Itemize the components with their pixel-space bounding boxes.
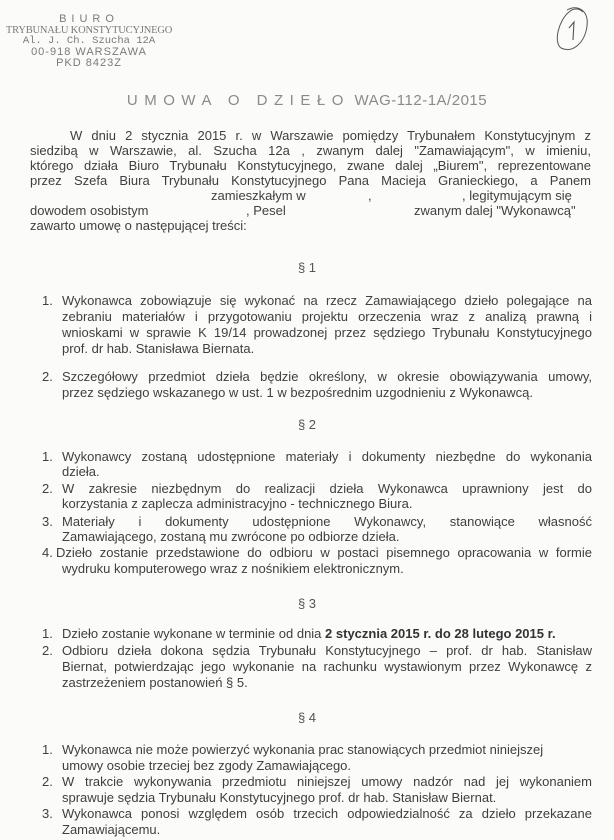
title-words: UMOWA O DZIEŁO (126, 92, 350, 109)
item-number: 2. (42, 643, 53, 658)
item-line: umowy osobie trzeciej bez zgody Zamawiającego. (62, 758, 352, 773)
preamble-text: przez Szefa Biura Trybunału Konstytucyjnego Pana Macieja Granieckiego, a Panem (30, 173, 591, 188)
item-line: przez sędziego wskazanego w ust. 1 w bezpośrednim uzgodnieniu z Wykonawcą. (62, 385, 534, 400)
item-number: 1. (42, 293, 53, 308)
item-line: W trakcie wykonywania przedmiotu niniejszej umowy nadzór nad jej wykonaniem (62, 774, 592, 789)
item-line: Zamawiającego, zostaną mu zwrócone po odbiorze dzieła. (62, 529, 400, 544)
item-number: 2. (42, 774, 53, 789)
item-line (62, 626, 556, 641)
item-text (62, 659, 592, 674)
office-stamp (4, 14, 174, 69)
preamble-fragment: dowodem osobistym (30, 203, 149, 218)
preamble-fragment: , (368, 188, 372, 203)
item-line: zastrzeżeniem postanowień § 5. (62, 675, 248, 690)
item-number: 2. (42, 369, 53, 384)
item-text (62, 774, 592, 789)
section-heading: § 2 (297, 417, 317, 432)
section-heading: § 3 (297, 596, 317, 611)
item-number: 1. (42, 449, 53, 464)
stamp-line: BIURO (59, 13, 119, 25)
item-number: 2. (42, 481, 53, 496)
item-line: Szczegółowy przedmiot dzieła będzie określony, w okresie obowiązywania umowy, (62, 369, 592, 384)
deadline-dates: 2 stycznia 2015 r. do 28 lutego 2015 r. (325, 626, 556, 641)
item-line: Biernat, potwierdzając jego wykonanie na rachunku wystawionym przez Wykonawcę z (62, 659, 592, 674)
preamble-line (30, 173, 591, 188)
item-line: korzystania z zaplecza administracyjno - technicznego Biura. (62, 496, 413, 511)
item-text (62, 309, 592, 324)
stamp-line: 00-918 WARSZAWA (31, 46, 147, 58)
preamble-fragment: zwanym dalej "Wykonawcą" (414, 203, 576, 218)
preamble-fragment: zamieszkałym w (211, 188, 306, 203)
item-number: 1. (42, 742, 53, 757)
contract-number: WAG-112-1A/2015 (354, 92, 488, 109)
item-line: wydruku komputerowego wraz z nośnikiem elektronicznym. (62, 561, 404, 576)
stamp-line: TRYBUNAŁU KONSTYTUCYJNEGO (5, 25, 173, 36)
item-line: Dzieło zostanie przedstawione do odbioru w postaci pisemnego opracowania w formie (56, 545, 592, 560)
item-text (62, 514, 592, 529)
item-text (62, 481, 592, 496)
item-number: 4. (42, 545, 53, 560)
item-line: Wykonawca ponosi względem osób trzecich odpowiedzialność za dzieło przekazane (62, 806, 592, 821)
item-text (62, 449, 592, 464)
item-number: 3. (42, 514, 53, 529)
item-line: sprawuje sędzia Trybunału Konstytucyjnego prof. dr hab. Stanisław Biernat. (62, 790, 497, 805)
item-text (62, 643, 592, 658)
section-heading: § 1 (297, 260, 317, 275)
item-line: Wykonawca zobowiązuje się wykonać na rzecz Zamawiającego dzieło polegające na (62, 293, 592, 308)
item-line: wnioskami w sprawie K 19/14 prowadzonej przez sędziego Trybunału Konstytucyjnego (62, 325, 592, 340)
item-line: zebraniu materiałów i przygotowaniu projektu orzeczenia wraz z analizą prawną i (62, 309, 592, 324)
section-heading: § 4 (297, 710, 317, 725)
preamble-text: W dniu 2 stycznia 2015 r. w Warszawie pomiędzy Trybunałem Konstytucyjnym z (70, 128, 591, 143)
stamp-line: PKD 8423Z (56, 57, 122, 69)
item-text (62, 293, 592, 308)
preamble-line (30, 158, 591, 173)
handwritten-page-number (555, 4, 591, 52)
item-line: dzieła. (62, 464, 100, 479)
item-line: Wykonawcy zostaną udostępnione materiały i dokumenty niezbędne do wykonania (62, 449, 592, 464)
preamble-text: którego działa Biuro Trybunału Konstytucyjnego, zwane dalej „Biurem", reprezentowane (30, 158, 591, 173)
preamble-fragment: , Pesel (246, 203, 286, 218)
item-number: 3. (42, 806, 53, 821)
item-text (62, 806, 592, 821)
document-title (0, 92, 614, 109)
item-text (62, 369, 592, 384)
item-text: Dzieło zostanie wykonane w terminie od dnia (62, 626, 322, 641)
item-line: Materiały i dokumenty udostępnione Wykonawcy, stanowiące własność (62, 514, 592, 529)
item-line: W zakresie niezbędnym do realizacji dzieła Wykonawca uprawniony jest do (62, 481, 592, 496)
preamble-fragment: , legitymującym się (462, 188, 572, 203)
item-text (56, 545, 592, 560)
item-line: prof. dr hab. Stanisława Biernata. (62, 341, 255, 356)
preamble-line: zawarto umowę o następującej treści: (30, 218, 247, 233)
item-text (62, 325, 592, 340)
preamble-text: siedzibą w Warszawie, al. Szucha 12a , zwanym dalej "Zamawiającym", w imieniu, (30, 143, 591, 158)
stamp-line: Al. J. Ch. Szucha 12A (22, 35, 156, 47)
preamble-line (70, 128, 591, 143)
item-line: Odbioru dzieła dokona sędzia Trybunału Konstytucyjnego – prof. dr hab. Stanisław (62, 643, 592, 658)
item-line: Zamawiającemu. (62, 822, 161, 837)
item-number: 1. (42, 626, 53, 641)
item-line: Wykonawca nie może powierzyć wykonania prac stanowiących przedmiot niniejszej (62, 742, 544, 757)
preamble-line (30, 143, 591, 158)
